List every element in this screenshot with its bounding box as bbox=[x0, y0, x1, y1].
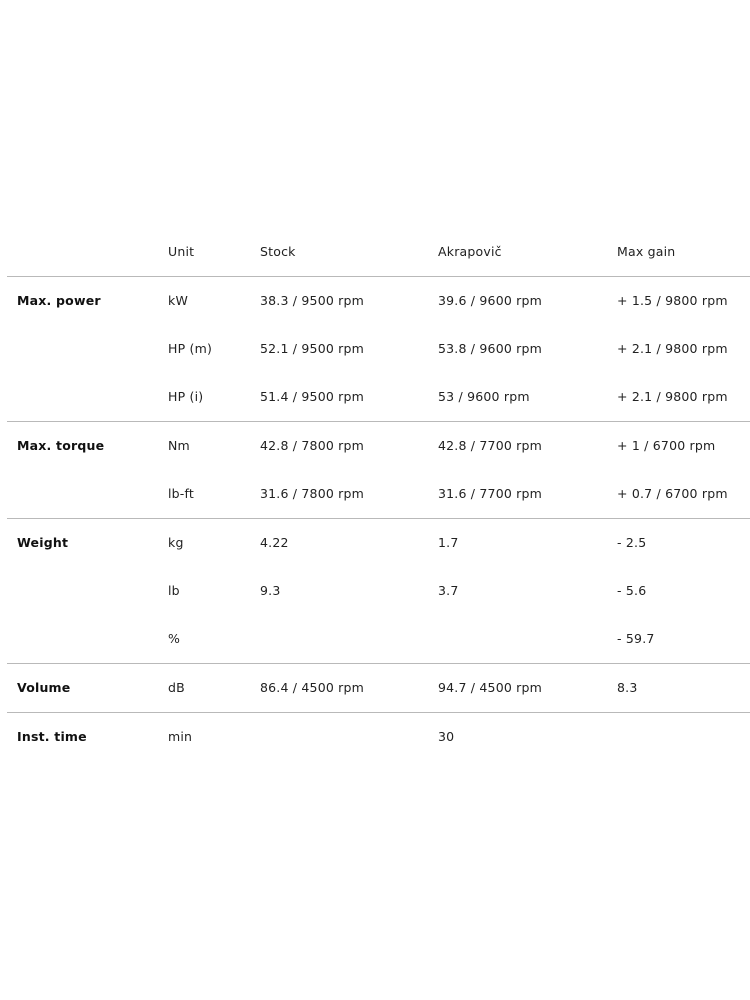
akrapovic-cell: 1.7 bbox=[438, 535, 459, 550]
stock-cell: 38.3 / 9500 rpm bbox=[260, 293, 365, 308]
unit-cell: dB bbox=[168, 680, 185, 695]
stock-cell: 51.4 / 9500 rpm bbox=[260, 389, 365, 404]
row-label: Max. power bbox=[17, 293, 101, 308]
table-row bbox=[7, 470, 750, 518]
unit-cell: lb-ft bbox=[168, 486, 194, 501]
table-row bbox=[7, 325, 750, 373]
table-row bbox=[7, 373, 750, 421]
akrapovic-cell: 94.7 / 4500 rpm bbox=[438, 680, 543, 695]
akrapovic-cell: 39.6 / 9600 rpm bbox=[438, 293, 543, 308]
table-row bbox=[7, 615, 750, 663]
akrapovic-cell: 3.7 bbox=[438, 583, 459, 598]
table-row bbox=[7, 663, 750, 712]
akrapovic-cell: 30 bbox=[438, 729, 455, 744]
table-row bbox=[7, 567, 750, 615]
header-unit: Unit bbox=[168, 244, 195, 259]
unit-cell: % bbox=[168, 631, 181, 646]
header-akrapovic: Akrapovič bbox=[438, 244, 502, 259]
unit-cell: kg bbox=[168, 535, 184, 550]
akrapovic-cell: 53 / 9600 rpm bbox=[438, 389, 530, 404]
max-gain-cell: - 2.5 bbox=[617, 535, 647, 550]
stock-cell: 42.8 / 7800 rpm bbox=[260, 438, 365, 453]
table-row bbox=[7, 421, 750, 470]
stock-cell: 9.3 bbox=[260, 583, 281, 598]
header-stock: Stock bbox=[260, 244, 296, 259]
akrapovic-cell: 53.8 / 9600 rpm bbox=[438, 341, 543, 356]
akrapovic-cell: 31.6 / 7700 rpm bbox=[438, 486, 543, 501]
header-max-gain: Max gain bbox=[617, 244, 676, 259]
table-header-row bbox=[7, 227, 750, 276]
unit-cell: HP (i) bbox=[168, 389, 204, 404]
stock-cell: 52.1 / 9500 rpm bbox=[260, 341, 365, 356]
max-gain-cell: - 5.6 bbox=[617, 583, 647, 598]
max-gain-cell: - 59.7 bbox=[617, 631, 655, 646]
table-row bbox=[7, 518, 750, 567]
unit-cell: min bbox=[168, 729, 193, 744]
stock-cell: 4.22 bbox=[260, 535, 289, 550]
unit-cell: HP (m) bbox=[168, 341, 213, 356]
row-label: Max. torque bbox=[17, 438, 105, 453]
unit-cell: lb bbox=[168, 583, 180, 598]
max-gain-cell: + 2.1 / 9800 rpm bbox=[617, 341, 728, 356]
max-gain-cell: + 1.5 / 9800 rpm bbox=[617, 293, 728, 308]
row-label: Weight bbox=[17, 535, 69, 550]
akrapovic-cell: 42.8 / 7700 rpm bbox=[438, 438, 543, 453]
unit-cell: kW bbox=[168, 293, 188, 308]
max-gain-cell: 8.3 bbox=[617, 680, 638, 695]
max-gain-cell: + 1 / 6700 rpm bbox=[617, 438, 716, 453]
max-gain-cell: + 2.1 / 9800 rpm bbox=[617, 389, 728, 404]
stock-cell: 86.4 / 4500 rpm bbox=[260, 680, 365, 695]
unit-cell: Nm bbox=[168, 438, 190, 453]
table-row bbox=[7, 276, 750, 325]
table-row bbox=[7, 712, 750, 761]
max-gain-cell: + 0.7 / 6700 rpm bbox=[617, 486, 728, 501]
stock-cell: 31.6 / 7800 rpm bbox=[260, 486, 365, 501]
performance-specs-table bbox=[7, 227, 750, 761]
row-label: Inst. time bbox=[17, 729, 87, 744]
row-label: Volume bbox=[17, 680, 71, 695]
